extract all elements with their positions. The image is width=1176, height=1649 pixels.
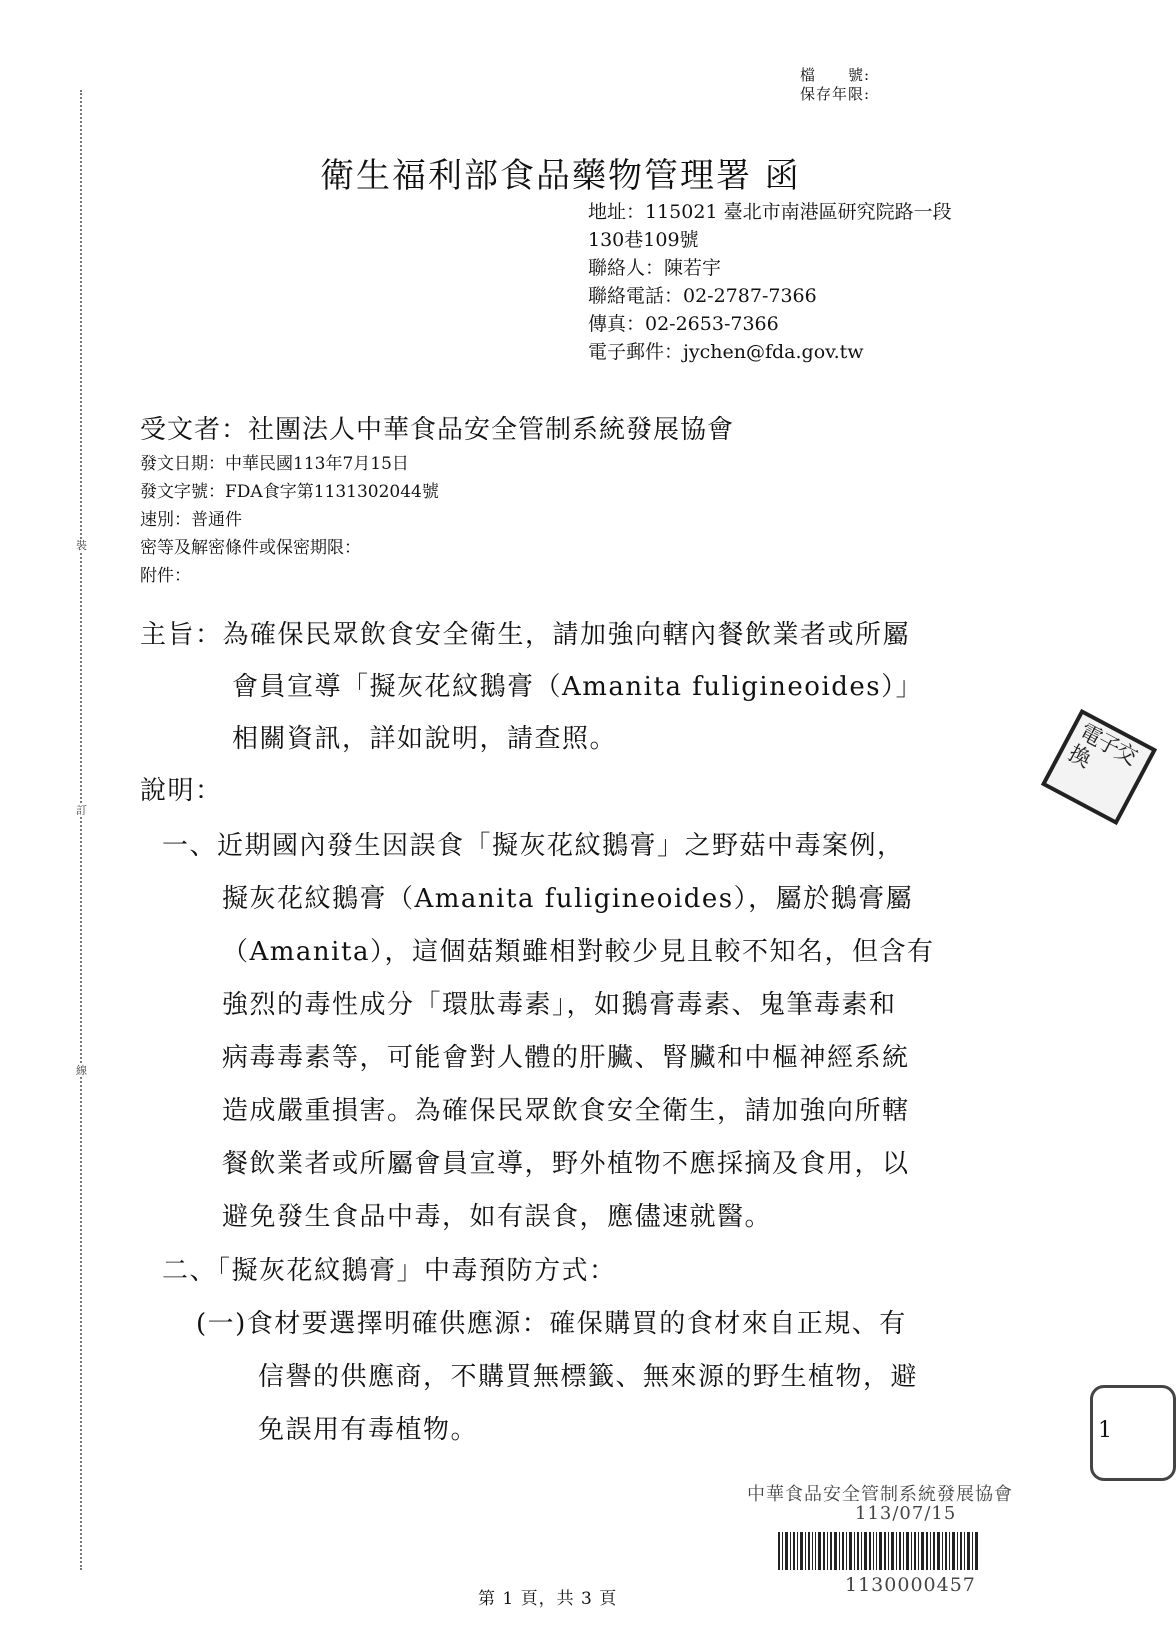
binding-mark-ding: 訂 xyxy=(76,804,87,817)
secrecy-level: 密等及解密條件或保密期限： xyxy=(140,538,361,558)
section1-line-2: 擬灰花紋鵝膏（Amanita fuligineoides），屬於鵝膏屬 xyxy=(222,884,914,914)
barcode xyxy=(778,1532,978,1570)
document-title: 衛生福利部食品藥物管理署 函 xyxy=(320,156,801,196)
section1-line-3: （Amanita），這個菇類雖相對較少見且較不知名，但含有 xyxy=(222,937,935,967)
recipient: 受文者：社團法人中華食品安全管制系統發展協會 xyxy=(140,415,735,445)
receipt-association: 中華食品安全管制系統發展協會 xyxy=(747,1484,1013,1505)
issue-date: 發文日期：中華民國113年7月15日 xyxy=(140,454,409,474)
seal-number: 1 xyxy=(1098,1418,1112,1443)
contact-phone: 聯絡電話：02-2787-7366 xyxy=(588,285,817,307)
section1-line-1: 一、近期國內發生因誤食「擬灰花紋鵝膏」之野菇中毒案例， xyxy=(162,831,905,861)
subject-line-1: 主旨：為確保民眾飲食安全衛生，請加強向轄內餐飲業者或所屬 xyxy=(140,620,911,650)
file-number-label: 檔 號: xyxy=(800,66,871,84)
subject-line-3: 相關資訊，詳如說明，請查照。 xyxy=(232,724,618,754)
section2-heading: 二、「擬灰花紋鵝膏」中毒預防方式： xyxy=(162,1256,617,1286)
section1-line-6: 造成嚴重損害。為確保民眾飲食安全衛生，請加強向所轄 xyxy=(222,1096,910,1126)
explanation-label: 說明： xyxy=(140,776,223,806)
section2-item1-line-3: 免誤用有毒植物。 xyxy=(258,1415,479,1445)
electronic-exchange-stamp xyxy=(1048,718,1140,814)
section2-item1-line-2: 信譽的供應商，不購買無標籤、無來源的野生植物，避 xyxy=(258,1362,919,1392)
retention-label: 保存年限: xyxy=(800,85,871,103)
subject-line-2: 會員宣導「擬灰花紋鵝膏（Amanita fuligineoides）」 xyxy=(232,672,924,702)
document-number: 發文字號：FDA食字第1131302044號 xyxy=(140,482,439,502)
binding-mark-xian: 線 xyxy=(76,1064,87,1077)
receipt-date: 113/07/15 xyxy=(855,1503,957,1524)
contact-person: 聯絡人：陳若宇 xyxy=(588,257,722,279)
section1-line-5: 病毒毒素等，可能會對人體的肝臟、腎臟和中樞神經系統 xyxy=(222,1043,910,1073)
address-line-2: 130巷109號 xyxy=(588,229,699,251)
section1-line-8: 避免發生食品中毒，如有誤食，應儘速就醫。 xyxy=(222,1202,773,1232)
contact-fax: 傳真：02-2653-7366 xyxy=(588,313,779,335)
page-footer: 第 1 頁，共 3 頁 xyxy=(478,1589,618,1609)
binding-line xyxy=(80,90,82,1570)
barcode-number: 1130000457 xyxy=(845,1574,976,1596)
section1-line-4: 強烈的毒性成分「環肽毒素」，如鵝膏毒素、鬼筆毒素和 xyxy=(222,990,897,1020)
contact-email: 電子郵件：jychen@fda.gov.tw xyxy=(588,341,864,363)
address-line-1: 地址：115021 臺北市南港區研究院路一段 xyxy=(588,201,952,223)
speed-category: 速別：普通件 xyxy=(140,510,242,530)
binding-mark-zhuang: 裝 xyxy=(76,539,87,552)
attachment: 附件： xyxy=(140,566,191,586)
section1-line-7: 餐飲業者或所屬會員宣導，野外植物不應採摘及食用，以 xyxy=(222,1149,910,1179)
section2-item1-line-1: (一)食材要選擇明確供應源：確保購買的食材來自正規、有 xyxy=(196,1309,907,1339)
stamp-text: 電子交換 xyxy=(1041,709,1157,825)
